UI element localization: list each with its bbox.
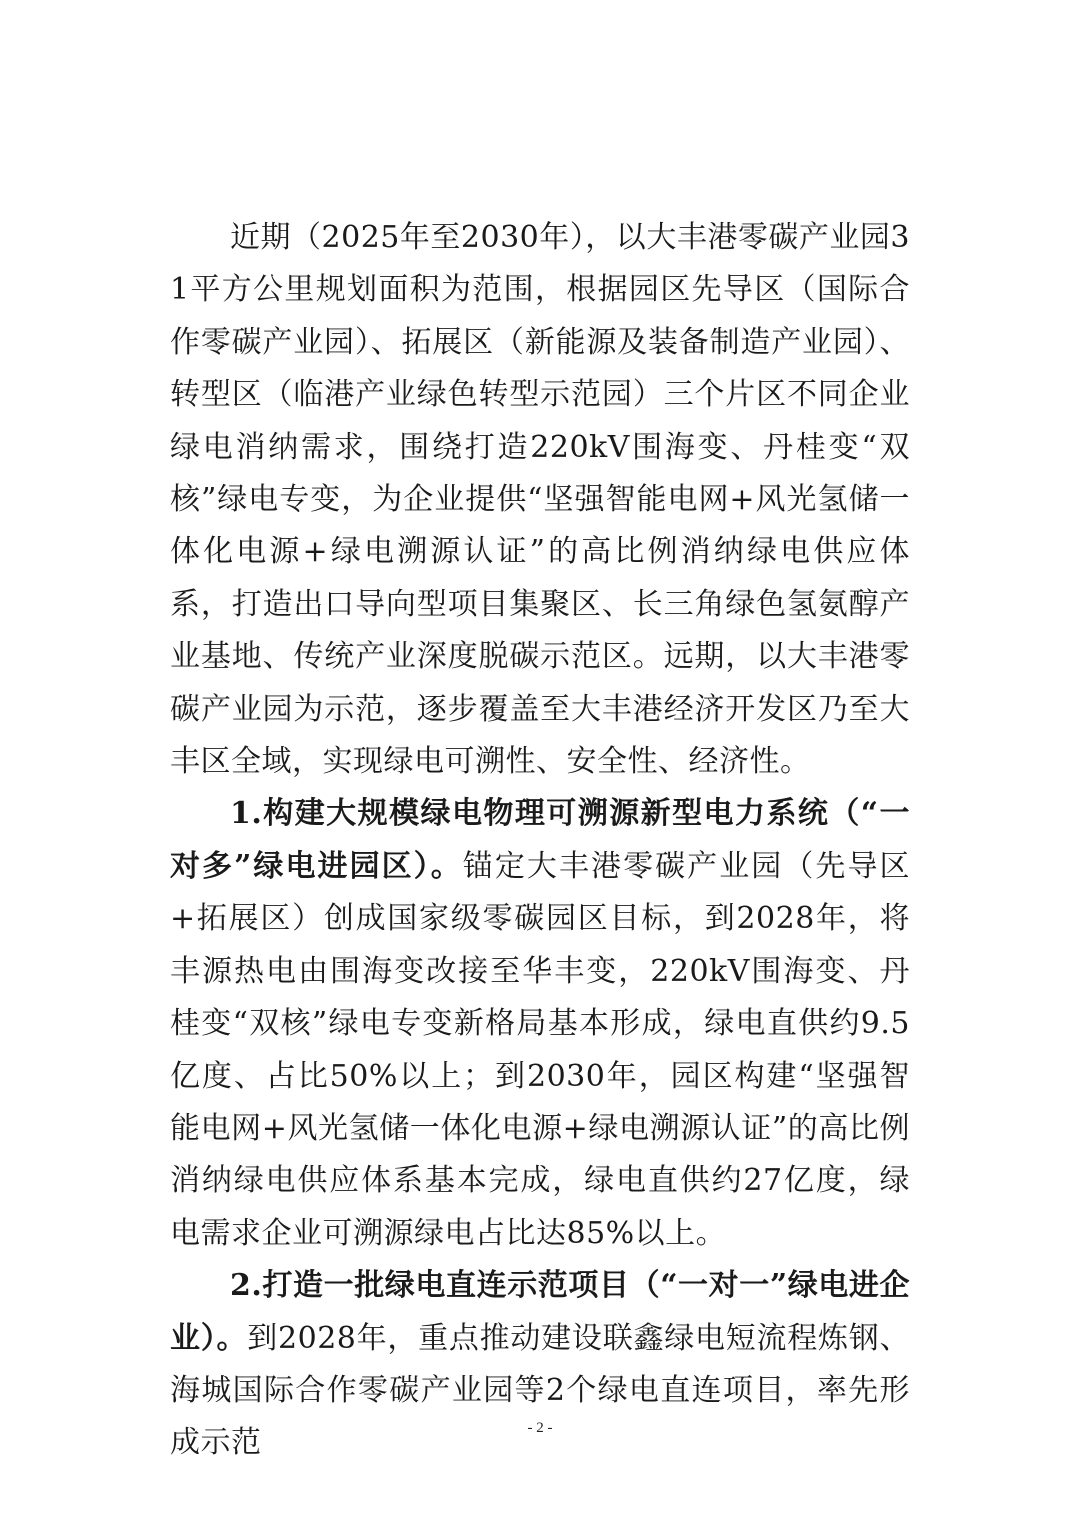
paragraph [170, 212, 910, 788]
section-heading: 2.打造一批绿电直连示范项目（“一对一”绿电进企业）。 [170, 1268, 910, 1356]
paragraph-text: 锚定大丰港零碳产业园（先导区+拓展区）创成国家级零碳园区目标，到2028年，将丰源热电由围海变改接至华丰变，220kV围海变、丹桂变“双核”绿电专变新格局基本形成，绿电直供约9.5亿度、占比50%以上；到2030年，园区构建“坚强智能电网+风光氢储一体化电源+绿电溯源认证”的高比例消纳绿电供应体系基本完成，绿电直供约27亿度，绿电需求企业可溯源绿电占比达85%以上。 [170, 848, 910, 1251]
paragraph [170, 788, 910, 1260]
paragraph-text: 到2028年，重点推动建设联鑫绿电短流程炼钢、海城国际合作零碳产业园等2个绿电直连项目，率先形成示范 [170, 1320, 910, 1461]
paragraph-text: 近期（2025年至2030年），以大丰港零碳产业园31平方公里规划面积为范围，根据园区先导区（国际合作零碳产业园）、拓展区（新能源及装备制造产业园）、转型区（临港产业绿色转型示范园）三个片区不同企业绿电消纳需求，围绕打造220kV围海变、丹桂变“双核”绿电专变，为企业提供“坚强智能电网+风光氢储一体化电源+绿电溯源认证”的高比例消纳绿电供应体系，打造出口导向型项目集聚区、长三角绿色氢氨醇产业基地、传统产业深度脱碳示范区。远期，以大丰港零碳产业园为示范，逐步覆盖至大丰港经济开发区乃至大丰区全域，实现绿电可溯性、安全性、经济性。 [170, 220, 910, 780]
paragraph [170, 1260, 910, 1470]
section-heading: 1.构建大规模绿电物理可溯源新型电力系统（“一对多”绿电进园区）。 [170, 796, 910, 884]
page-number: - 2 - [527, 1420, 553, 1436]
body-text [170, 212, 910, 1470]
